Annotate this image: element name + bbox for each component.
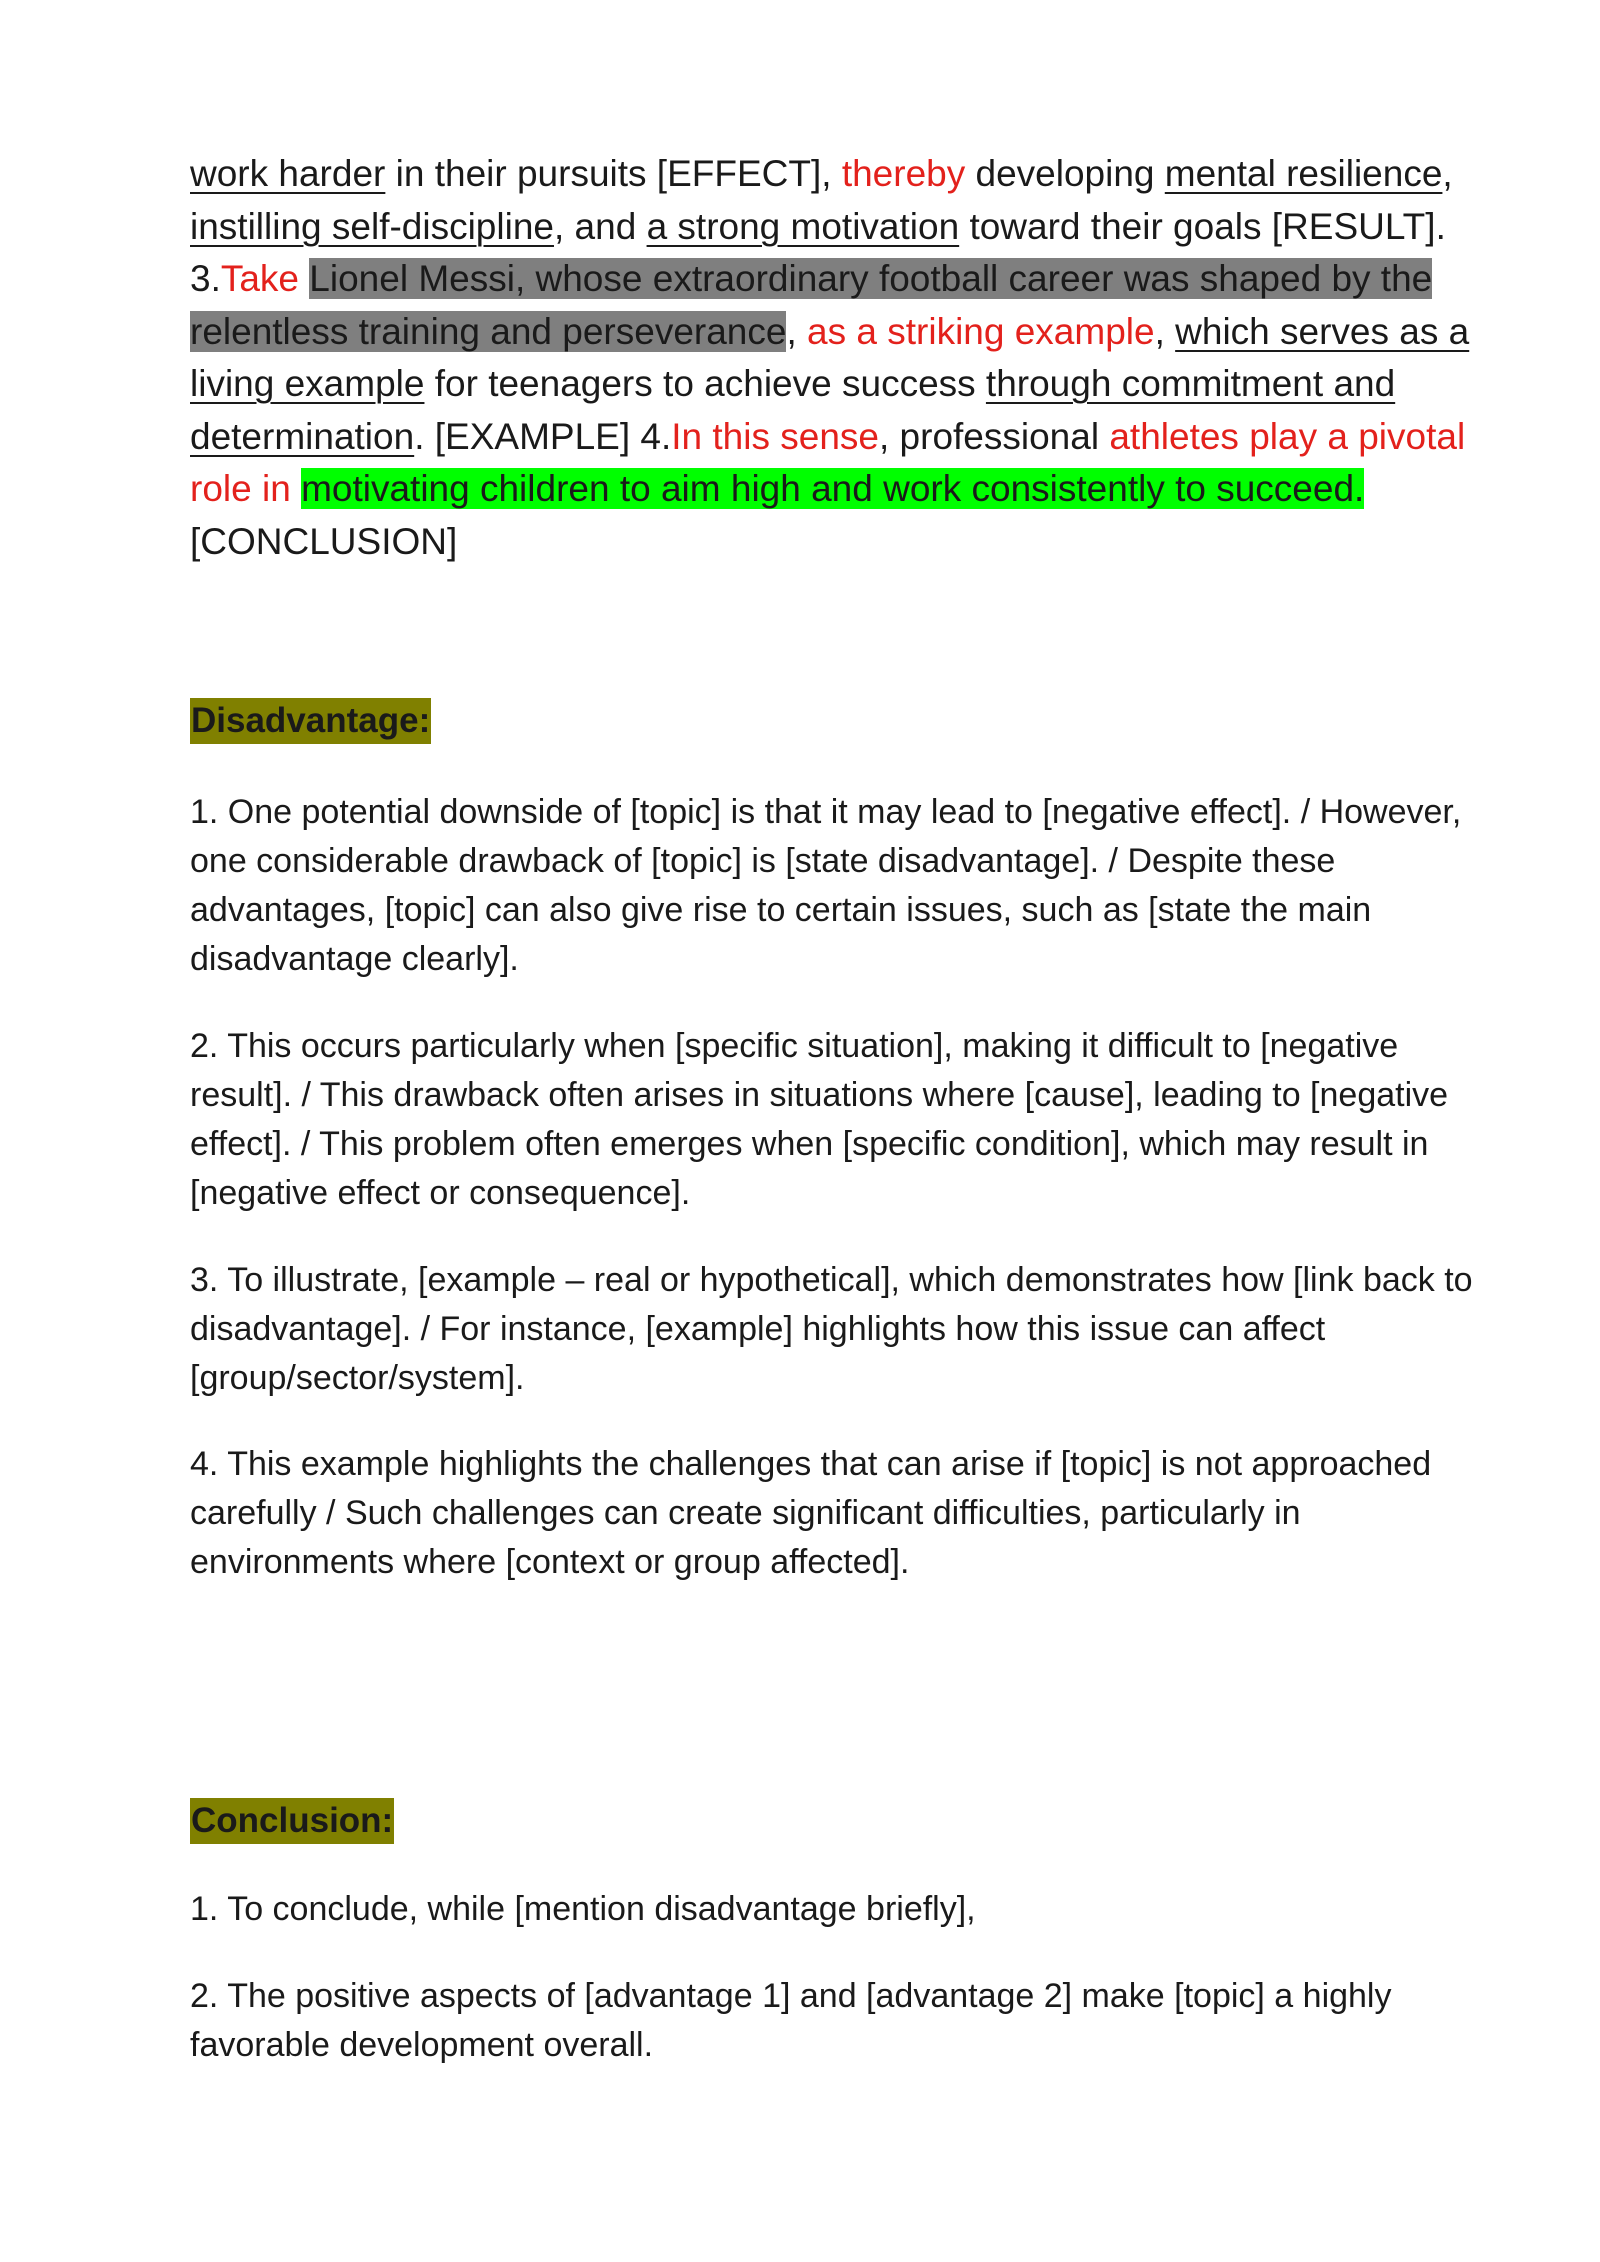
- disadvantage-heading-wrap: [190, 698, 431, 744]
- phrase-strong-motivation: a strong motivation: [646, 205, 960, 247]
- text-run: [299, 258, 309, 299]
- text-run: ,: [1154, 310, 1176, 352]
- phrase-thereby: thereby: [841, 153, 966, 194]
- phrase-living-example: which serves as a living example: [190, 310, 1470, 404]
- highlight-messi: Lionel Messi, whose extraordinary football career was shaped by the relentless training and perseverance: [190, 258, 1433, 352]
- text-run: , and: [553, 205, 647, 247]
- phrase-athletes-pivotal: athletes play a pivotal role in: [190, 415, 1466, 509]
- text-run: ,: [786, 310, 808, 352]
- text-run: [CONCLUSION]: [190, 520, 458, 562]
- conclusion-heading-wrap: [190, 1798, 394, 1844]
- intro-paragraph: [190, 148, 1490, 568]
- conclusion-item-2: 2. The positive aspects of [advantage 1] and [advantage 2] make [topic] a highly favorable development overall.: [190, 1977, 1392, 2064]
- conclusion-item-1: 1. To conclude, while [mention disadvantage briefly],: [190, 1890, 976, 1928]
- document-body: [190, 148, 1490, 2064]
- text-run: developing: [965, 153, 1165, 194]
- text-run: . [EXAMPLE] 4.: [414, 415, 672, 457]
- text-run: [291, 468, 301, 509]
- phrase-self-discipline: instilling self-discipline: [190, 205, 554, 247]
- text-run: for teenagers to achieve success: [424, 363, 986, 404]
- text-run: toward their goals [RESULT]. 3.: [190, 205, 1446, 299]
- phrase-mental-resilience: mental resilience: [1164, 153, 1443, 194]
- phrase-in-this-sense: In this sense: [671, 415, 879, 457]
- disadvantage-heading: Disadvantage:: [190, 698, 431, 744]
- disadvantage-item-2: 2. This occurs particularly when [specific situation], making it difficult to [negative result]. / This drawback often arises in situations where [cause], leading to [negative effect]. / This problem often emerges when [specific condition], which may result in [negative effect or consequence].: [190, 1027, 1449, 1212]
- text-run: , professional: [878, 415, 1110, 457]
- conclusion-heading: Conclusion:: [190, 1798, 394, 1844]
- phrase-work-harder: work harder: [190, 153, 386, 194]
- phrase-take: Take: [220, 258, 300, 299]
- disadvantage-item-3: 3. To illustrate, [example – real or hypothetical], which demonstrates how [link back to disadvantage]. / For instance, [example] highlights how this issue can affect [group/sector/system].: [190, 1261, 1473, 1397]
- text-run: in their pursuits [EFFECT],: [385, 153, 842, 194]
- phrase-commitment: through commitment and determination: [190, 363, 1396, 457]
- text-run: ,: [1442, 153, 1453, 194]
- disadvantage-item-4: 4. This example highlights the challenges that can arise if [topic] is not approached carefully / Such challenges can create significant difficulties, particularly in environments where [context or group affected].: [190, 1445, 1432, 1581]
- phrase-striking-example: as a striking example: [807, 310, 1155, 352]
- disadvantage-item-1: 1. One potential downside of [topic] is that it may lead to [negative effect]. / However, one considerable drawback of [topic] is [state disadvantage]. / Despite these advantages, [topic] can also give rise to certain issues, such as [state the main disadvantage clearly].: [190, 793, 1462, 978]
- highlight-motivating: motivating children to aim high and work consistently to succeed.: [301, 468, 1365, 509]
